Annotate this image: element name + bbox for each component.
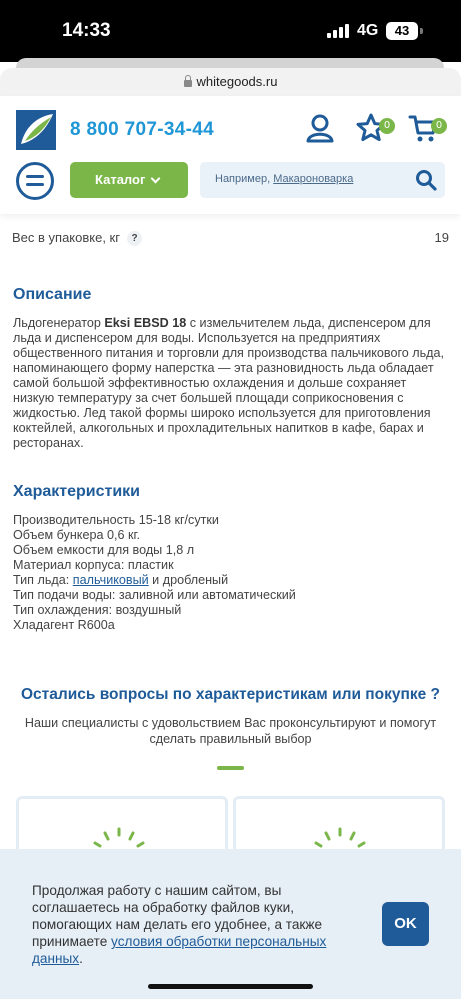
section-separator xyxy=(217,766,244,770)
home-indicator xyxy=(148,984,313,989)
characteristics-title: Характеристики xyxy=(13,483,141,500)
spec-label: Вес в упаковке, кг xyxy=(12,230,120,245)
catalog-label: Каталог xyxy=(95,172,146,187)
signal-icon xyxy=(327,24,349,38)
description-title: Описание xyxy=(13,286,92,303)
cookie-ok-button[interactable]: OK xyxy=(382,902,429,946)
menu-icon-line xyxy=(26,175,44,178)
ice-type-link[interactable]: пальчиковый xyxy=(72,573,149,587)
questions-title: Остались вопросы по характеристикам или покупке ? xyxy=(20,686,441,703)
search-icon[interactable] xyxy=(415,169,437,191)
spec-value: 19 xyxy=(434,230,449,245)
cookie-banner xyxy=(0,849,461,999)
chevron-down-icon xyxy=(151,174,161,184)
site-header xyxy=(0,96,461,214)
privacy-terms-link[interactable]: условия обработки персональных данных xyxy=(32,934,327,966)
lock-icon xyxy=(184,80,192,87)
site-logo[interactable] xyxy=(16,110,56,150)
network-type: 4G xyxy=(357,22,379,39)
browser-url-bar[interactable] xyxy=(0,68,461,96)
spec-row-weight xyxy=(12,230,449,250)
characteristics-list: Производительность 15-18 кг/сутки Объем бункера 0,6 кг. Объем емкости для воды 1,8 л Материал корпуса: пластик Тип льда: пальчиковый и дробленый Тип подачи воды: заливной или автоматический Тип охлаждения: воздушный Хладагент R600a xyxy=(13,513,296,632)
search-placeholder: Например, Макароноварка xyxy=(215,173,354,185)
status-time: 14:33 xyxy=(62,20,111,41)
cart-count-badge: 0 xyxy=(431,118,447,134)
cookie-text: Продолжая работу с нашим сайтом, вы соглашаетесь на обработку файлов куки, помогающих нам делать его удобнее, а также принимаете условия обработки персональных данных. xyxy=(32,883,327,966)
battery-tip xyxy=(420,28,423,34)
phone-number[interactable]: 8 800 707-34-44 xyxy=(70,119,214,140)
help-icon[interactable]: ? xyxy=(127,231,142,246)
url-text[interactable]: whitegoods.ru xyxy=(184,74,278,89)
search-input[interactable] xyxy=(200,162,445,198)
user-icon[interactable] xyxy=(304,112,336,144)
status-bar xyxy=(0,0,461,62)
menu-icon-line xyxy=(26,183,44,186)
description-text: Льдогенератор Eksi EBSD 18 с измельчителем льда, диспенсером для льда и диспенсером для воды. Используется на предприятиях общественного питания и торговли для производства пальчикового льда, напоминающего форму наперстка — эта разновидность льда обладает самой большой эффективностью охлаждения и дольше сохраняет низкую температуру за счет большей площади соприкосновения с жидкостью. Лед такой формы широко используется для приготовления коктейлей, алкогольных и прохладительных напитков в кафе, барах и ресторанах. xyxy=(13,316,445,450)
catalog-button[interactable] xyxy=(70,162,188,198)
menu-button[interactable] xyxy=(16,162,54,200)
battery-icon: 43 xyxy=(386,22,418,40)
questions-subtitle: Наши специалисты с удовольствием Вас проконсультируют и помогут сделать правильный выбор xyxy=(24,716,437,746)
favorites-count-badge: 0 xyxy=(379,118,395,134)
